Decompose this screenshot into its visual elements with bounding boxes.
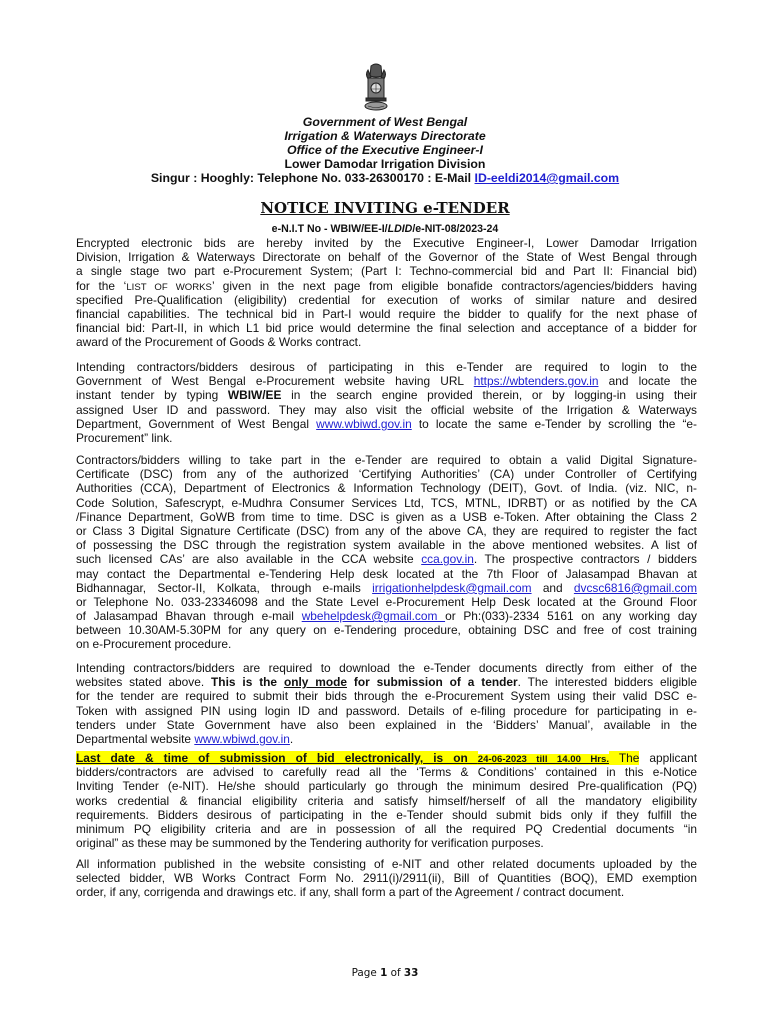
text-line: selected bidder, WB Works Contract Form No. 2911(i)/2911(ii), Bill of Quantities (BOQ), EMD exemption <box>76 871 697 886</box>
text-line: Code Solution, Safescrypt, e-Mudhra Consumer Services Ltd, TCS, MTNL, IDRBT) or as notified by the CA <box>76 495 697 510</box>
text-line <box>76 581 697 595</box>
text-line: specified Pre-Qualification (eligibility) credential for execution of works of similar nature and desired <box>76 292 697 307</box>
header-government: Government of West Bengal <box>302 115 468 129</box>
text-line: or Telephone No. 033-23346098 and the State Level e-Procurement Help Desk located at the Ground Floor <box>76 594 697 609</box>
text-fragment: and locate the <box>598 374 697 389</box>
text-line: or Class 3 Digital Signature Certificate (DSC) from any of the above CA, they are required to register the fact <box>76 523 697 538</box>
text-line: Token with assigned PIN using login ID and password. Details of e-filing procedure for participating in e- <box>76 703 697 718</box>
header-office: Office of the Executive Engineer-I <box>287 143 483 157</box>
nit-italic: LDID <box>387 223 413 235</box>
text-line: Intending contractors/bidders desirous of participating in this e-Tender are required to login to the <box>76 360 697 374</box>
text-line: Inviting Tender (e-NIT). He/she should particularly go through the minimum desired Pre-qualification (PQ) <box>76 779 697 794</box>
deadline-text: Last date & time of submission of bid electronically, is on <box>76 751 478 765</box>
text-line: assigned User ID and password. They may also visit the official website of the Irrigation & Waterways <box>76 402 697 417</box>
header-directorate: Irrigation & Waterways Directorate <box>284 129 486 143</box>
text-fragment: Government of West Bengal e-Procurement website having URL <box>76 374 474 389</box>
only-mode-emphasis: only mode <box>283 675 347 690</box>
text-fragment: Bidhannagar, Sector-II, Kolkata, through e-mails <box>76 580 373 595</box>
paragraph-documents <box>76 857 697 900</box>
text-fragment: instant tender by typing <box>76 388 228 403</box>
text-fragment: websites stated above. <box>76 675 212 690</box>
text-fragment: . The prospective contractors / bidders <box>473 552 697 567</box>
text-line: Contractors/bidders willing to take part in the e-Tender are required to obtain a valid Digital Signature- <box>76 453 697 467</box>
text-fragment: or Ph:(033)-2334 5161 on any working day <box>445 609 697 624</box>
irrigation-helpdesk-email[interactable]: irrigationhelpdesk@gmail.com <box>372 580 532 595</box>
text-line <box>76 675 697 689</box>
text-fragment: Department, Government of West Bengal <box>76 416 317 431</box>
text-line: tenders under State Government have also been explained in the ‘Bidders’ Manual’, available in the <box>76 717 697 732</box>
bold-fragment: This is the <box>211 675 284 690</box>
text-fragment: Departmental website <box>76 731 195 746</box>
paragraph-invitation <box>76 236 697 350</box>
text-line: bidders/contractors are advised to carefully read all the ‘Terms & Conditions’ contained in this e-Notice <box>76 765 697 780</box>
text-fragment: and <box>531 580 574 595</box>
text-line: financial capabilities. The technical bid in Part-I would require the bidder to qualify for the next phase of <box>76 306 697 321</box>
header-division: Lower Damodar Irrigation Division <box>284 157 486 171</box>
dvcsc-email[interactable]: dvcsc6816@gmail.com <box>573 580 697 595</box>
text-line: Division, Irrigation & Waterways Directorate on behalf of the Governor of the State of West Bengal through <box>76 250 697 265</box>
deadline-line <box>76 751 697 765</box>
text-fragment: ’ given in the next page from eligible bonafide contractors/agencies/bidders having <box>211 278 697 293</box>
header-email-link[interactable]: ID-eeldi2014@gmail.com <box>474 171 620 185</box>
paragraph-download <box>76 661 697 746</box>
paragraph-login <box>76 360 697 445</box>
text-line <box>76 388 697 402</box>
text-line: order, if any, corrigenda and drawings etc. if any, shall form a part of the Agreement / contract document. <box>76 885 625 900</box>
search-keyword: WBIW/EE <box>227 388 282 403</box>
text-line: Intending contractors/bidders are required to download the e-Tender documents directly from either of the <box>76 661 697 675</box>
text-line: of possessing the DSC through the registration system available in the above mentioned websites. A list of <box>76 538 697 553</box>
emblem-icon <box>362 62 390 112</box>
text-line: works credential & financial eligibility criteria and satisfy himself/herself of all the mandatory eligibility <box>76 793 697 808</box>
highlight-fragment: The <box>609 751 640 765</box>
text-line: minimum PQ eligibility criteria and are in possession of all the required PQ Credential documents “in <box>76 821 697 836</box>
text-line: Encrypted electronic bids are hereby invited by the Executive Engineer-I, Lower Damodar Irrigation <box>76 236 697 250</box>
text-fragment: applicant <box>639 751 697 765</box>
paragraph-deadline <box>76 751 697 850</box>
page-label: Page <box>351 967 381 979</box>
wbtenders-link[interactable]: https://wbtenders.gov.in <box>473 374 599 389</box>
text-fragment: . The interested bidders eligible <box>517 675 697 690</box>
page-title: NOTICE INVITING e-TENDER <box>260 199 510 217</box>
text-line <box>76 609 697 623</box>
text-line <box>76 732 697 746</box>
text-line: for the tender are required to submit their bids through the e-Procurement System using their valid DSC e- <box>76 689 697 704</box>
text-line <box>76 279 697 293</box>
text-fragment: of Jalasampad Bhavan through e-mail <box>76 609 302 624</box>
text-line: between 10.30AM-5.30PM for any query on e-Tendering procedure, obtaining DSC and free of cost training <box>76 623 697 638</box>
text-line: original” as these may be summoned by the Tendering authority for verification purposes. <box>76 836 544 851</box>
of-label: of <box>387 967 404 979</box>
page-current: 1 <box>380 967 388 979</box>
text-line: /Finance Department, GoWB from time to time. DSC is given as a USB e-Token. After obtaining the Class 2 <box>76 509 697 524</box>
text-line <box>76 417 697 431</box>
contact-text: Singur : Hooghly: Telephone No. 033-26300170 : E-Mail <box>150 171 475 185</box>
nit-number <box>0 222 770 236</box>
text-fragment: . <box>289 731 294 746</box>
text-fragment: to locate the same e-Tender by scrolling the “e- <box>411 416 697 431</box>
text-fragment: such licensed CAs’ are also available in the CCA website <box>76 552 422 567</box>
wbehelpdesk-email[interactable]: wbehelpdesk@gmail.com <box>301 609 446 624</box>
text-fragment: in the search engine provided therein, or by logging-in using their <box>281 388 697 403</box>
page-number <box>0 966 770 980</box>
deadline-date: 24-06-2023 till 14.00 Hrs. <box>477 754 609 765</box>
nit-prefix: e-N.I.T No - WBIW/EE-I/ <box>271 223 388 235</box>
header-contact <box>0 170 770 186</box>
text-line: All information published in the website consisting of e-NIT and other related documents uploaded by the <box>76 857 697 871</box>
paragraph-dsc <box>76 453 697 652</box>
text-line: award of the Procurement of Goods & Works contract. <box>76 335 362 350</box>
cca-link[interactable]: cca.gov.in <box>421 552 474 567</box>
text-line: Authorities (CCA), Department of Electronics & Information Technology (DEIT), Govt. of India. (viz. NIC, n- <box>76 481 697 496</box>
nit-suffix: /e-NIT-08/2023-24 <box>412 223 499 235</box>
wbiwd-link[interactable]: www.wbiwd.gov.in <box>316 416 412 431</box>
text-line <box>76 552 697 566</box>
text-line: financial bid: Part-II, in which L1 bid price would determine the final selection and acceptance of a bidder for <box>76 321 697 336</box>
bold-fragment: for submission of a tender <box>347 675 518 690</box>
text-line <box>76 374 697 388</box>
text-line: requirements. Bidders desirous of participating in the e-Tender should submit bids only if they fulfill the <box>76 807 697 822</box>
text-line: may contact the Departmental e-Tendering Help desk located at the 7th Floor of Jalasampad Bhavan at <box>76 566 697 581</box>
text-line: on e-Procurement procedure. <box>76 637 232 652</box>
wbiwd-link[interactable]: www.wbiwd.gov.in <box>194 731 290 746</box>
page-total: 33 <box>403 967 419 979</box>
text-fragment: for the ‘ <box>76 278 127 293</box>
text-line: a single stage two part e-Procurement System; (Part I: Techno-commercial bid and Part II: Financial bid) <box>76 264 697 279</box>
list-of-works-ref: LIST OF WORKS <box>126 281 212 293</box>
text-line: Procurement” link. <box>76 430 173 445</box>
text-line: Certificate (DSC) from any of the authorized ‘Certifying Authorities’ (CA) under Controller of Certifying <box>76 467 697 482</box>
